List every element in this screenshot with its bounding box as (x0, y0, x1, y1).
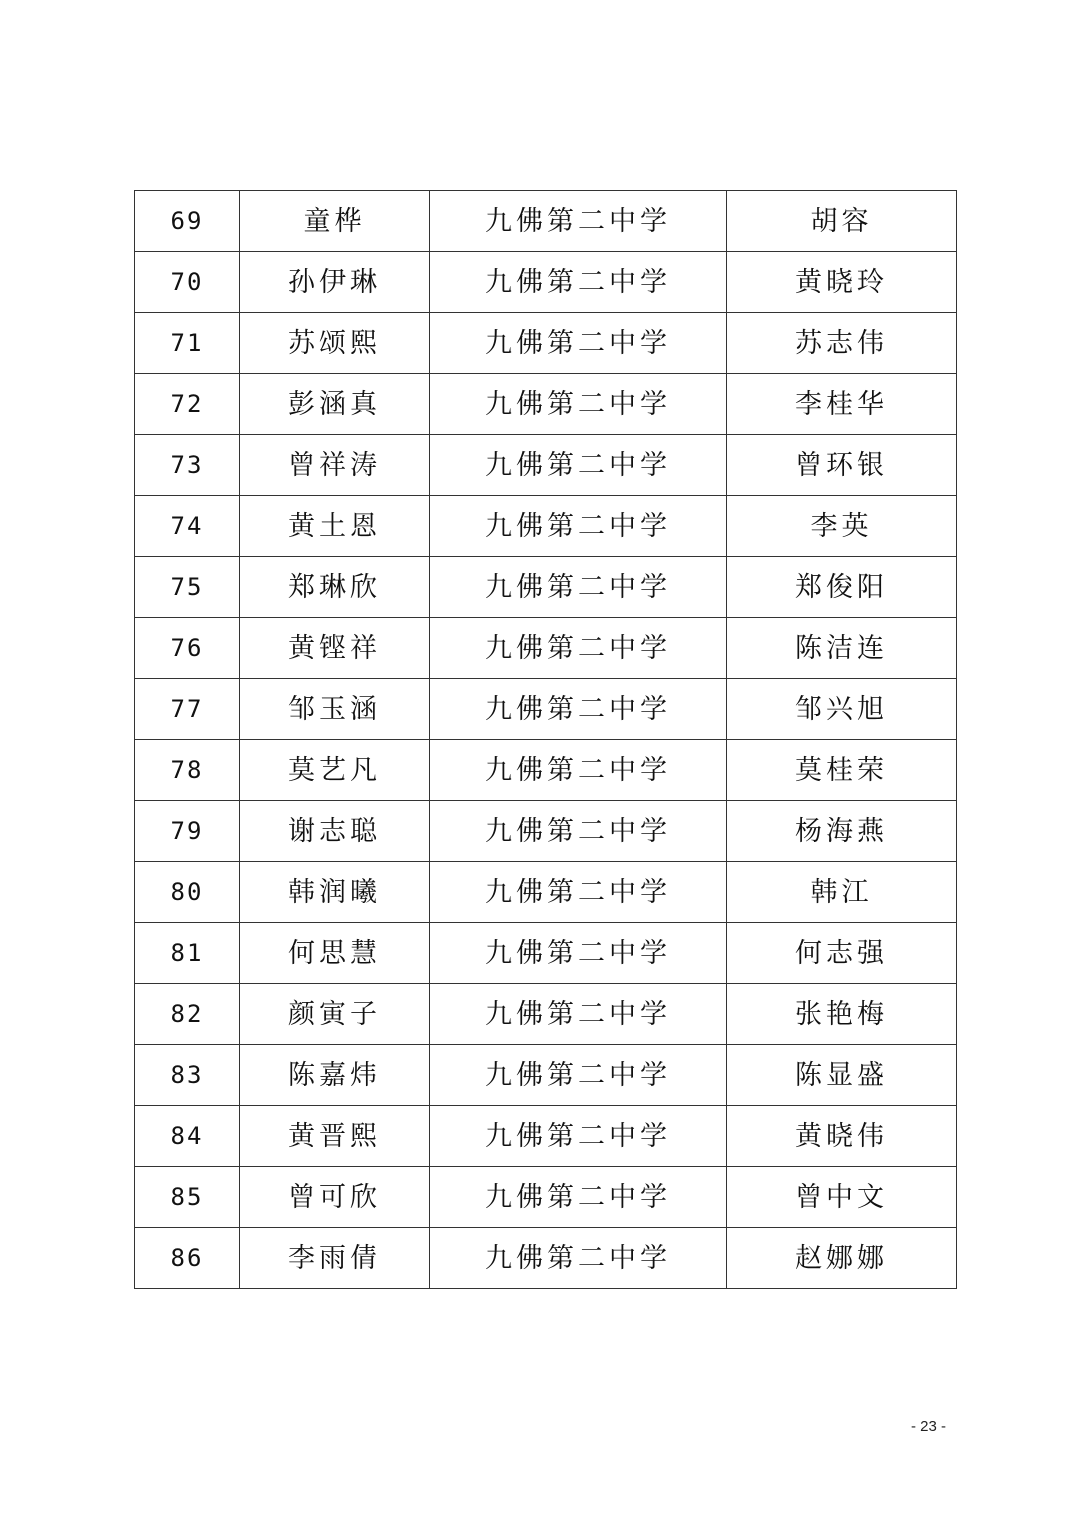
row-number-cell: 86 (135, 1228, 240, 1289)
table-row (135, 1228, 957, 1289)
teacher-name-cell: 赵娜娜 (727, 1228, 957, 1289)
row-number-cell: 83 (135, 1045, 240, 1106)
table-row (135, 1106, 957, 1167)
row-number-cell: 81 (135, 923, 240, 984)
student-name-cell: 莫艺凡 (240, 740, 430, 801)
school-name-cell: 九佛第二中学 (430, 496, 727, 557)
student-name-cell: 黄铿祥 (240, 618, 430, 679)
row-number-cell: 74 (135, 496, 240, 557)
school-name-cell: 九佛第二中学 (430, 435, 727, 496)
student-name-cell: 邹玉涵 (240, 679, 430, 740)
teacher-name-cell: 邹兴旭 (727, 679, 957, 740)
table-row (135, 740, 957, 801)
table-row (135, 1045, 957, 1106)
student-name-cell: 曾祥涛 (240, 435, 430, 496)
table-row (135, 313, 957, 374)
student-name-cell: 曾可欣 (240, 1167, 430, 1228)
teacher-name-cell: 郑俊阳 (727, 557, 957, 618)
school-name-cell: 九佛第二中学 (430, 618, 727, 679)
table-row (135, 1167, 957, 1228)
roster-body (135, 191, 957, 1289)
teacher-name-cell: 李桂华 (727, 374, 957, 435)
student-name-cell: 谢志聪 (240, 801, 430, 862)
student-name-cell: 黄晋熙 (240, 1106, 430, 1167)
teacher-name-cell: 李英 (727, 496, 957, 557)
school-name-cell: 九佛第二中学 (430, 252, 727, 313)
row-number-cell: 78 (135, 740, 240, 801)
school-name-cell: 九佛第二中学 (430, 923, 727, 984)
row-number-cell: 77 (135, 679, 240, 740)
teacher-name-cell: 黄晓玲 (727, 252, 957, 313)
page-number: - 23 - (910, 1418, 946, 1435)
row-number-cell: 82 (135, 984, 240, 1045)
teacher-name-cell: 韩江 (727, 862, 957, 923)
row-number-cell: 70 (135, 252, 240, 313)
row-number-cell: 71 (135, 313, 240, 374)
school-name-cell: 九佛第二中学 (430, 191, 727, 252)
school-name-cell: 九佛第二中学 (430, 557, 727, 618)
student-name-cell: 陈嘉炜 (240, 1045, 430, 1106)
table-row (135, 618, 957, 679)
table-row (135, 191, 957, 252)
school-name-cell: 九佛第二中学 (430, 1167, 727, 1228)
row-number-cell: 79 (135, 801, 240, 862)
student-name-cell: 孙伊琳 (240, 252, 430, 313)
teacher-name-cell: 陈显盛 (727, 1045, 957, 1106)
row-number-cell: 85 (135, 1167, 240, 1228)
school-name-cell: 九佛第二中学 (430, 862, 727, 923)
school-name-cell: 九佛第二中学 (430, 740, 727, 801)
teacher-name-cell: 张艳梅 (727, 984, 957, 1045)
student-name-cell: 李雨倩 (240, 1228, 430, 1289)
row-number-cell: 72 (135, 374, 240, 435)
school-name-cell: 九佛第二中学 (430, 1106, 727, 1167)
row-number-cell: 76 (135, 618, 240, 679)
table-row (135, 374, 957, 435)
row-number-cell: 75 (135, 557, 240, 618)
student-name-cell: 黄土恩 (240, 496, 430, 557)
teacher-name-cell: 黄晓伟 (727, 1106, 957, 1167)
teacher-name-cell: 曾环银 (727, 435, 957, 496)
teacher-name-cell: 莫桂荣 (727, 740, 957, 801)
row-number-cell: 73 (135, 435, 240, 496)
row-number-cell: 84 (135, 1106, 240, 1167)
school-name-cell: 九佛第二中学 (430, 374, 727, 435)
teacher-name-cell: 胡容 (727, 191, 957, 252)
table-row (135, 496, 957, 557)
table-row (135, 984, 957, 1045)
teacher-name-cell: 陈洁连 (727, 618, 957, 679)
student-name-cell: 郑琳欣 (240, 557, 430, 618)
table-row (135, 252, 957, 313)
school-name-cell: 九佛第二中学 (430, 1228, 727, 1289)
student-name-cell: 彭涵真 (240, 374, 430, 435)
school-name-cell: 九佛第二中学 (430, 801, 727, 862)
school-name-cell: 九佛第二中学 (430, 984, 727, 1045)
student-name-cell: 何思慧 (240, 923, 430, 984)
student-name-cell: 韩润曦 (240, 862, 430, 923)
table-row (135, 923, 957, 984)
teacher-name-cell: 杨海燕 (727, 801, 957, 862)
teacher-name-cell: 何志强 (727, 923, 957, 984)
row-number-cell: 69 (135, 191, 240, 252)
school-name-cell: 九佛第二中学 (430, 1045, 727, 1106)
student-name-cell: 颜寅子 (240, 984, 430, 1045)
school-name-cell: 九佛第二中学 (430, 679, 727, 740)
table-row (135, 557, 957, 618)
student-name-cell: 童桦 (240, 191, 430, 252)
table-row (135, 679, 957, 740)
roster-table (134, 190, 957, 1289)
table-row (135, 435, 957, 496)
table-row (135, 862, 957, 923)
student-name-cell: 苏颂熙 (240, 313, 430, 374)
teacher-name-cell: 苏志伟 (727, 313, 957, 374)
school-name-cell: 九佛第二中学 (430, 313, 727, 374)
row-number-cell: 80 (135, 862, 240, 923)
teacher-name-cell: 曾中文 (727, 1167, 957, 1228)
table-row (135, 801, 957, 862)
